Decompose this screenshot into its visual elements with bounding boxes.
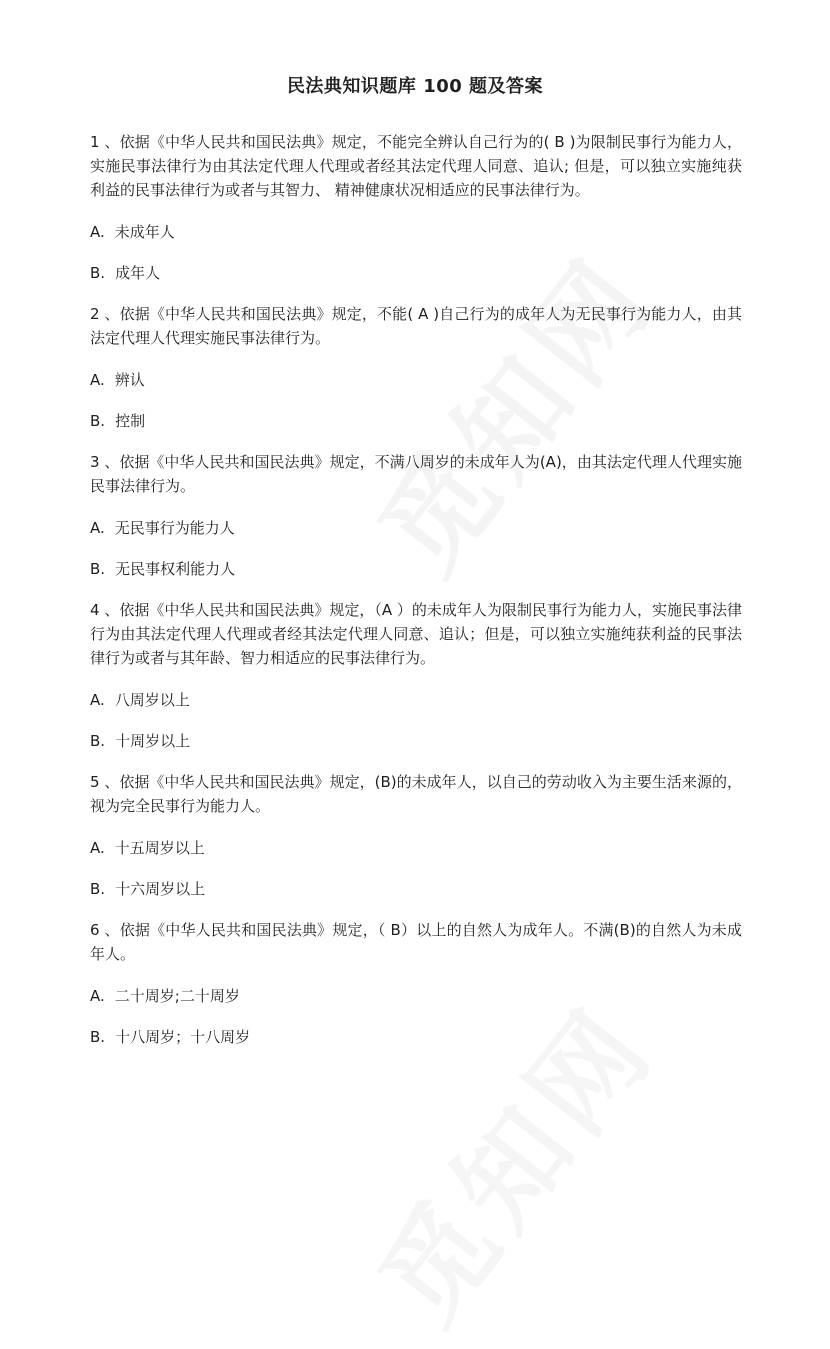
option-letter: A. xyxy=(90,691,105,709)
question-text: 1 、依据《中华人民共和国民法典》规定，不能完全辨认自己行为的( B )为限制民事行为能力人，实施民事法律行为由其法定代理人代理或者经其法定代理人同意、追认; 但是，可以独立实施纯获利益的民事法律行为或者与其智力、 精神健康状况相适应的民事法律行为。 xyxy=(90,133,742,199)
option-letter: B. xyxy=(90,560,106,578)
question-text: 6 、依据《中华人民共和国民法典》规定，（ B）以上的自然人为成年人。不满(B)的自然人为未成年人。 xyxy=(90,921,742,963)
option-text: 十周岁以上 xyxy=(115,732,191,750)
option-b xyxy=(90,1025,742,1049)
question-text: 5 、依据《中华人民共和国民法典》规定，(B)的未成年人，以自己的劳动收入为主要生活来源的，视为完全民事行为能力人。 xyxy=(90,773,742,815)
option-letter: A. xyxy=(90,519,105,537)
option-a xyxy=(90,368,742,392)
option-text: 未成年人 xyxy=(114,223,175,241)
option-letter: B. xyxy=(90,264,106,282)
option-text: 成年人 xyxy=(115,264,161,282)
option-text: 十五周岁以上 xyxy=(114,839,205,857)
question-block xyxy=(90,598,742,753)
option-b xyxy=(90,729,742,753)
question-block xyxy=(90,130,742,285)
option-b xyxy=(90,557,742,581)
option-text: 无民事行为能力人 xyxy=(114,519,235,537)
option-a xyxy=(90,220,742,244)
question-block xyxy=(90,450,742,581)
question-text: 2 、依据《中华人民共和国民法典》规定，不能( A )自己行为的成年人为无民事行为能力人，由其法定代理人代理实施民事法律行为。 xyxy=(90,305,742,347)
option-a xyxy=(90,516,742,540)
question-block xyxy=(90,918,742,1049)
option-letter: B. xyxy=(90,1028,106,1046)
option-letter: A. xyxy=(90,839,105,857)
question-list xyxy=(90,130,742,1066)
option-letter: B. xyxy=(90,732,106,750)
option-a xyxy=(90,984,742,1008)
option-letter: A. xyxy=(90,223,105,241)
option-text: 无民事权利能力人 xyxy=(115,560,236,578)
option-letter: A. xyxy=(90,987,105,1005)
option-letter: B. xyxy=(90,880,106,898)
option-text: 控制 xyxy=(115,412,146,430)
question-text: 4 、依据《中华人民共和国民法典》规定，（A ）的未成年人为限制民事行为能力人，实施民事法律行为由其法定代理人代理或者经其法定代理人同意、追认；但是，可以独立实施纯获利益的民事法律行为或者与其年龄、智力相适应的民事法律行为。 xyxy=(90,601,742,667)
option-b xyxy=(90,409,742,433)
option-text: 八周岁以上 xyxy=(114,691,190,709)
option-b xyxy=(90,261,742,285)
page-title: 民法典知识题库 100 题及答案 xyxy=(286,76,544,97)
option-a xyxy=(90,836,742,860)
option-b xyxy=(90,877,742,901)
option-text: 十六周岁以上 xyxy=(115,880,206,898)
question-block xyxy=(90,770,742,901)
option-text: 二十周岁;二十周岁 xyxy=(114,987,240,1005)
option-text: 十八周岁；十八周岁 xyxy=(115,1028,251,1046)
question-block xyxy=(90,302,742,433)
option-letter: A. xyxy=(90,371,105,389)
option-a xyxy=(90,688,742,712)
option-letter: B. xyxy=(90,412,106,430)
question-text: 3 、依据《中华人民共和国民法典》规定，不满八周岁的未成年人为(A)，由其法定代理人代理实施民事法律行为。 xyxy=(90,453,742,495)
option-text: 辨认 xyxy=(114,371,145,389)
